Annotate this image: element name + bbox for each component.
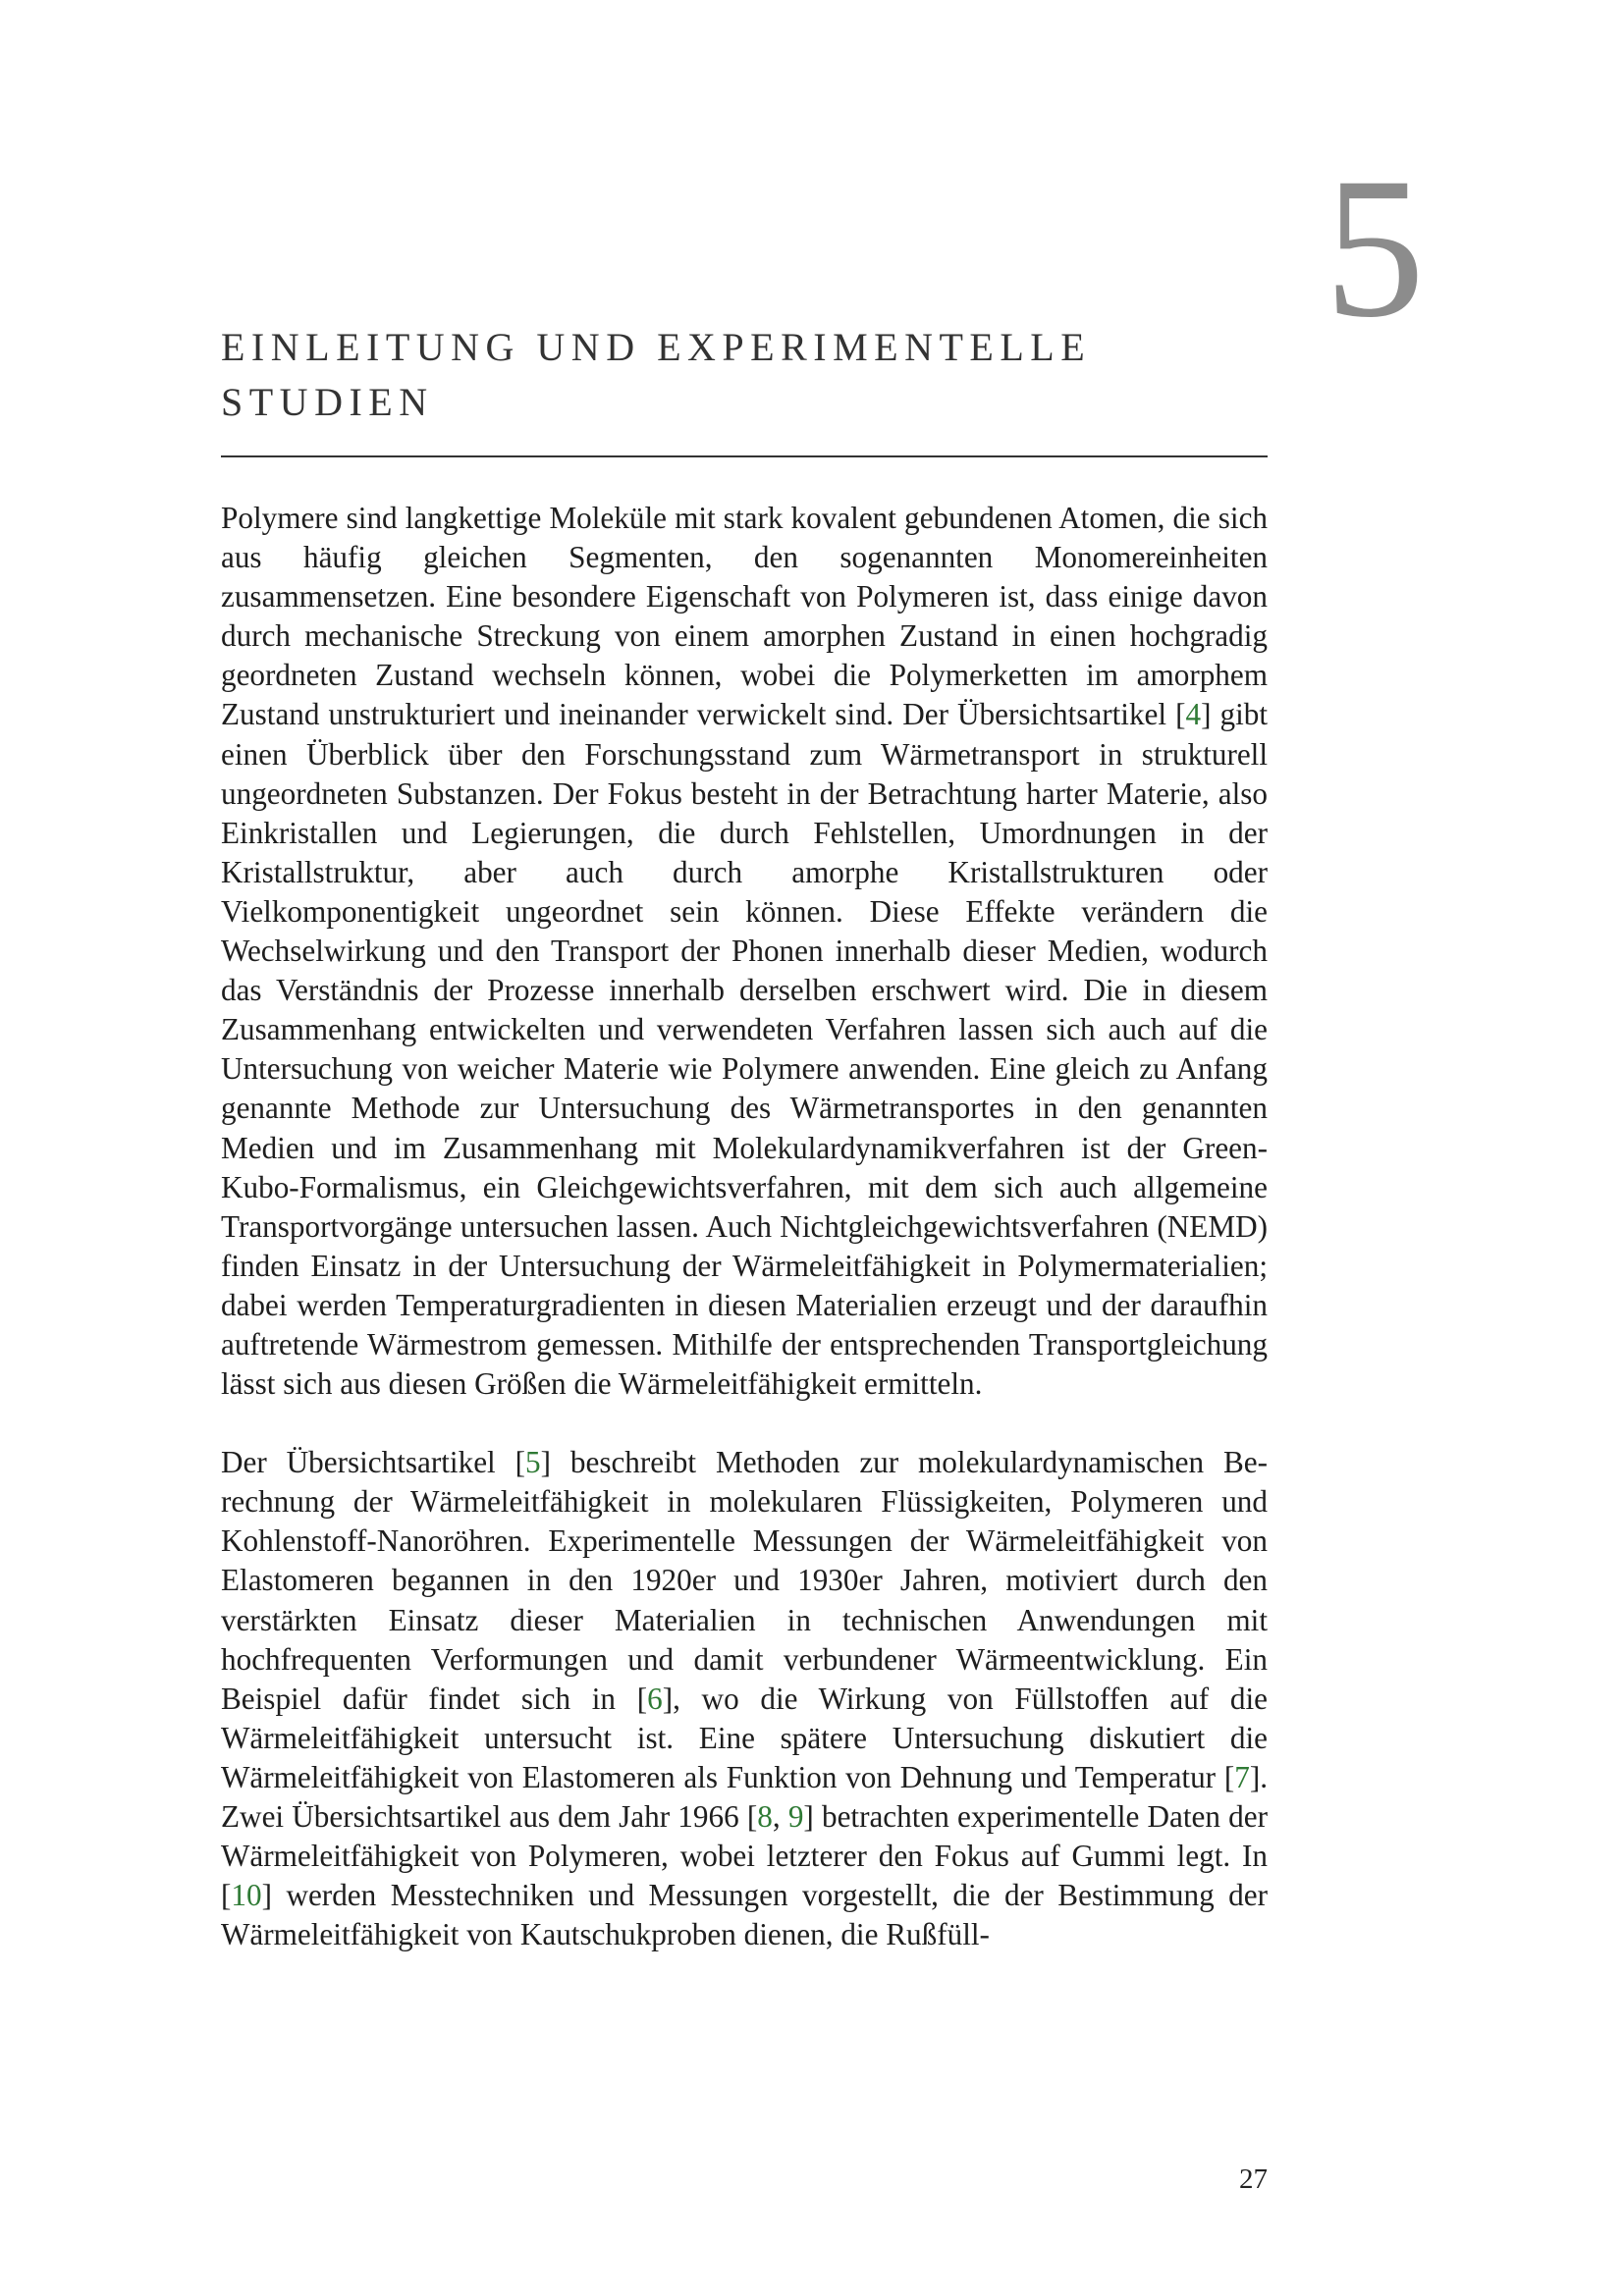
text-run: ] betrachten experimentelle Daten der Wärmeleitfähigkeit von Polymeren, wobei letzterer den Fokus auf Gummi legt. In [	[221, 1799, 1268, 1913]
title-rule	[221, 455, 1268, 457]
citation-link[interactable]: 4	[1185, 697, 1202, 732]
text-run: ] werden Messtechniken und Messungen vorgestellt, die der Bestimmung der Wärmeleitfähigkeit von Kautschukproben dienen, die Rußfüll-	[221, 1878, 1268, 1952]
chapter-title: EINLEITUNG UND EXPERIMENTELLE STUDIEN	[221, 325, 1092, 424]
text-run: ]. Zwei Übersichtsartikel aus dem Jahr 1966 [	[221, 1759, 1268, 1834]
text-run: ] gibt einen Überblick über den Forschungsstand zum Wärmetransport in strukturell ungeordneten Substanzen. Der Fokus besteht in der Betrachtung harter Materie, also Einkristallen und Legierungen, die durch Fehlstellen, Umordnungen in der Kristallstruktur, aber auch durch amorphe Kristallstrukturen oder Vielkomponentigkeit ungeordnet sein können. Diese Effekte verändern die Wechselwirkung und den Transport der Phonen innerhalb dieser Medien, wodurch das Verständnis der Prozesse innerhalb derselben erschwert wird. Die in diesem Zusammenhang entwickelten und verwendeten Verfahren lassen sich auch auf die Untersuchung von weicher Materie wie Polymere anwenden. Eine gleich zu Anfang genannte Methode zur Untersuchung des Wärmetransportes in den genannten Medien und im Zusammenhang mit Molekulardynamikverfahren ist der Green-Kubo-Formalismus, ein Gleichgewichtsverfahren, mit dem sich auch allgemeine Transportvorgänge untersuchen lassen. Auch Nichtgleichgewichtsverfahren (NEMD) finden Einsatz in der Untersuchung der Wärmeleitfähigkeit in Polymermaterialien; dabei werden Temperaturgradienten in diesen Materialien erzeugt und der daraufhin auftretende Wärmestrom gemessen. Mithilfe der entsprechenden Transportgleichung lässt sich aus diesen Größen die Wärmeleitfähigkeit ermitteln.	[221, 697, 1268, 1402]
citation-link[interactable]: 7	[1234, 1759, 1250, 1794]
citation-link[interactable]: 5	[525, 1445, 541, 1480]
text-run: Polymere sind langkettige Moleküle mit stark kovalent gebundenen Atomen, die sich aus häufig gleichen Segmenten, den sogenannten Monomereinheiten zusammensetzen. Eine besondere Eigenschaft von Polymeren ist, dass einige davon durch mechanische Streckung von einem amorphen Zustand in einen hochgradig geordneten Zustand wechseln können, wobei die Polymerketten im amorphem Zustand unstrukturiert und ineinander verwickelt sind. Der Übersichtsartikel [	[221, 501, 1268, 732]
citation-link[interactable]: 8	[757, 1799, 773, 1834]
paragraph-2	[221, 1443, 1268, 1954]
text-run: ,	[772, 1799, 788, 1834]
chapter-number: 5	[1324, 136, 1426, 359]
page-number: 27	[1239, 2163, 1268, 2195]
text-run: ] beschreibt Methoden zur molekulardynamischen Berechnung der Wärmeleitfähigkeit in molekularen Flüssigkeiten, Polymeren und Kohlenstoff-Nanoröhren. Experimentelle Messungen der Wärmeleitfähigkeit von Elastomeren begannen in den 1920er und 1930er Jahren, motiviert durch den verstärkten Einsatz dieser Materialien in technischen Anwendungen mit hochfrequenten Verformungen und damit verbundener Wärmeentwicklung. Ein Beispiel dafür findet sich in [	[221, 1445, 1268, 1716]
citation-link[interactable]: 10	[231, 1878, 262, 1913]
text-run: ], wo die Wirkung von Füllstoffen auf die Wärmeleitfähigkeit untersucht ist. Eine spätere Untersuchung diskutiert die Wärmeleitfähigkeit von Elastomeren als Funktion von Dehnung und Temperatur [	[221, 1681, 1268, 1794]
paragraph-1	[221, 499, 1268, 1404]
text-run: Der Übersichtsartikel [	[221, 1445, 525, 1480]
citation-link[interactable]: 9	[787, 1799, 804, 1834]
citation-link[interactable]: 6	[647, 1681, 663, 1716]
body-text	[221, 499, 1268, 1994]
